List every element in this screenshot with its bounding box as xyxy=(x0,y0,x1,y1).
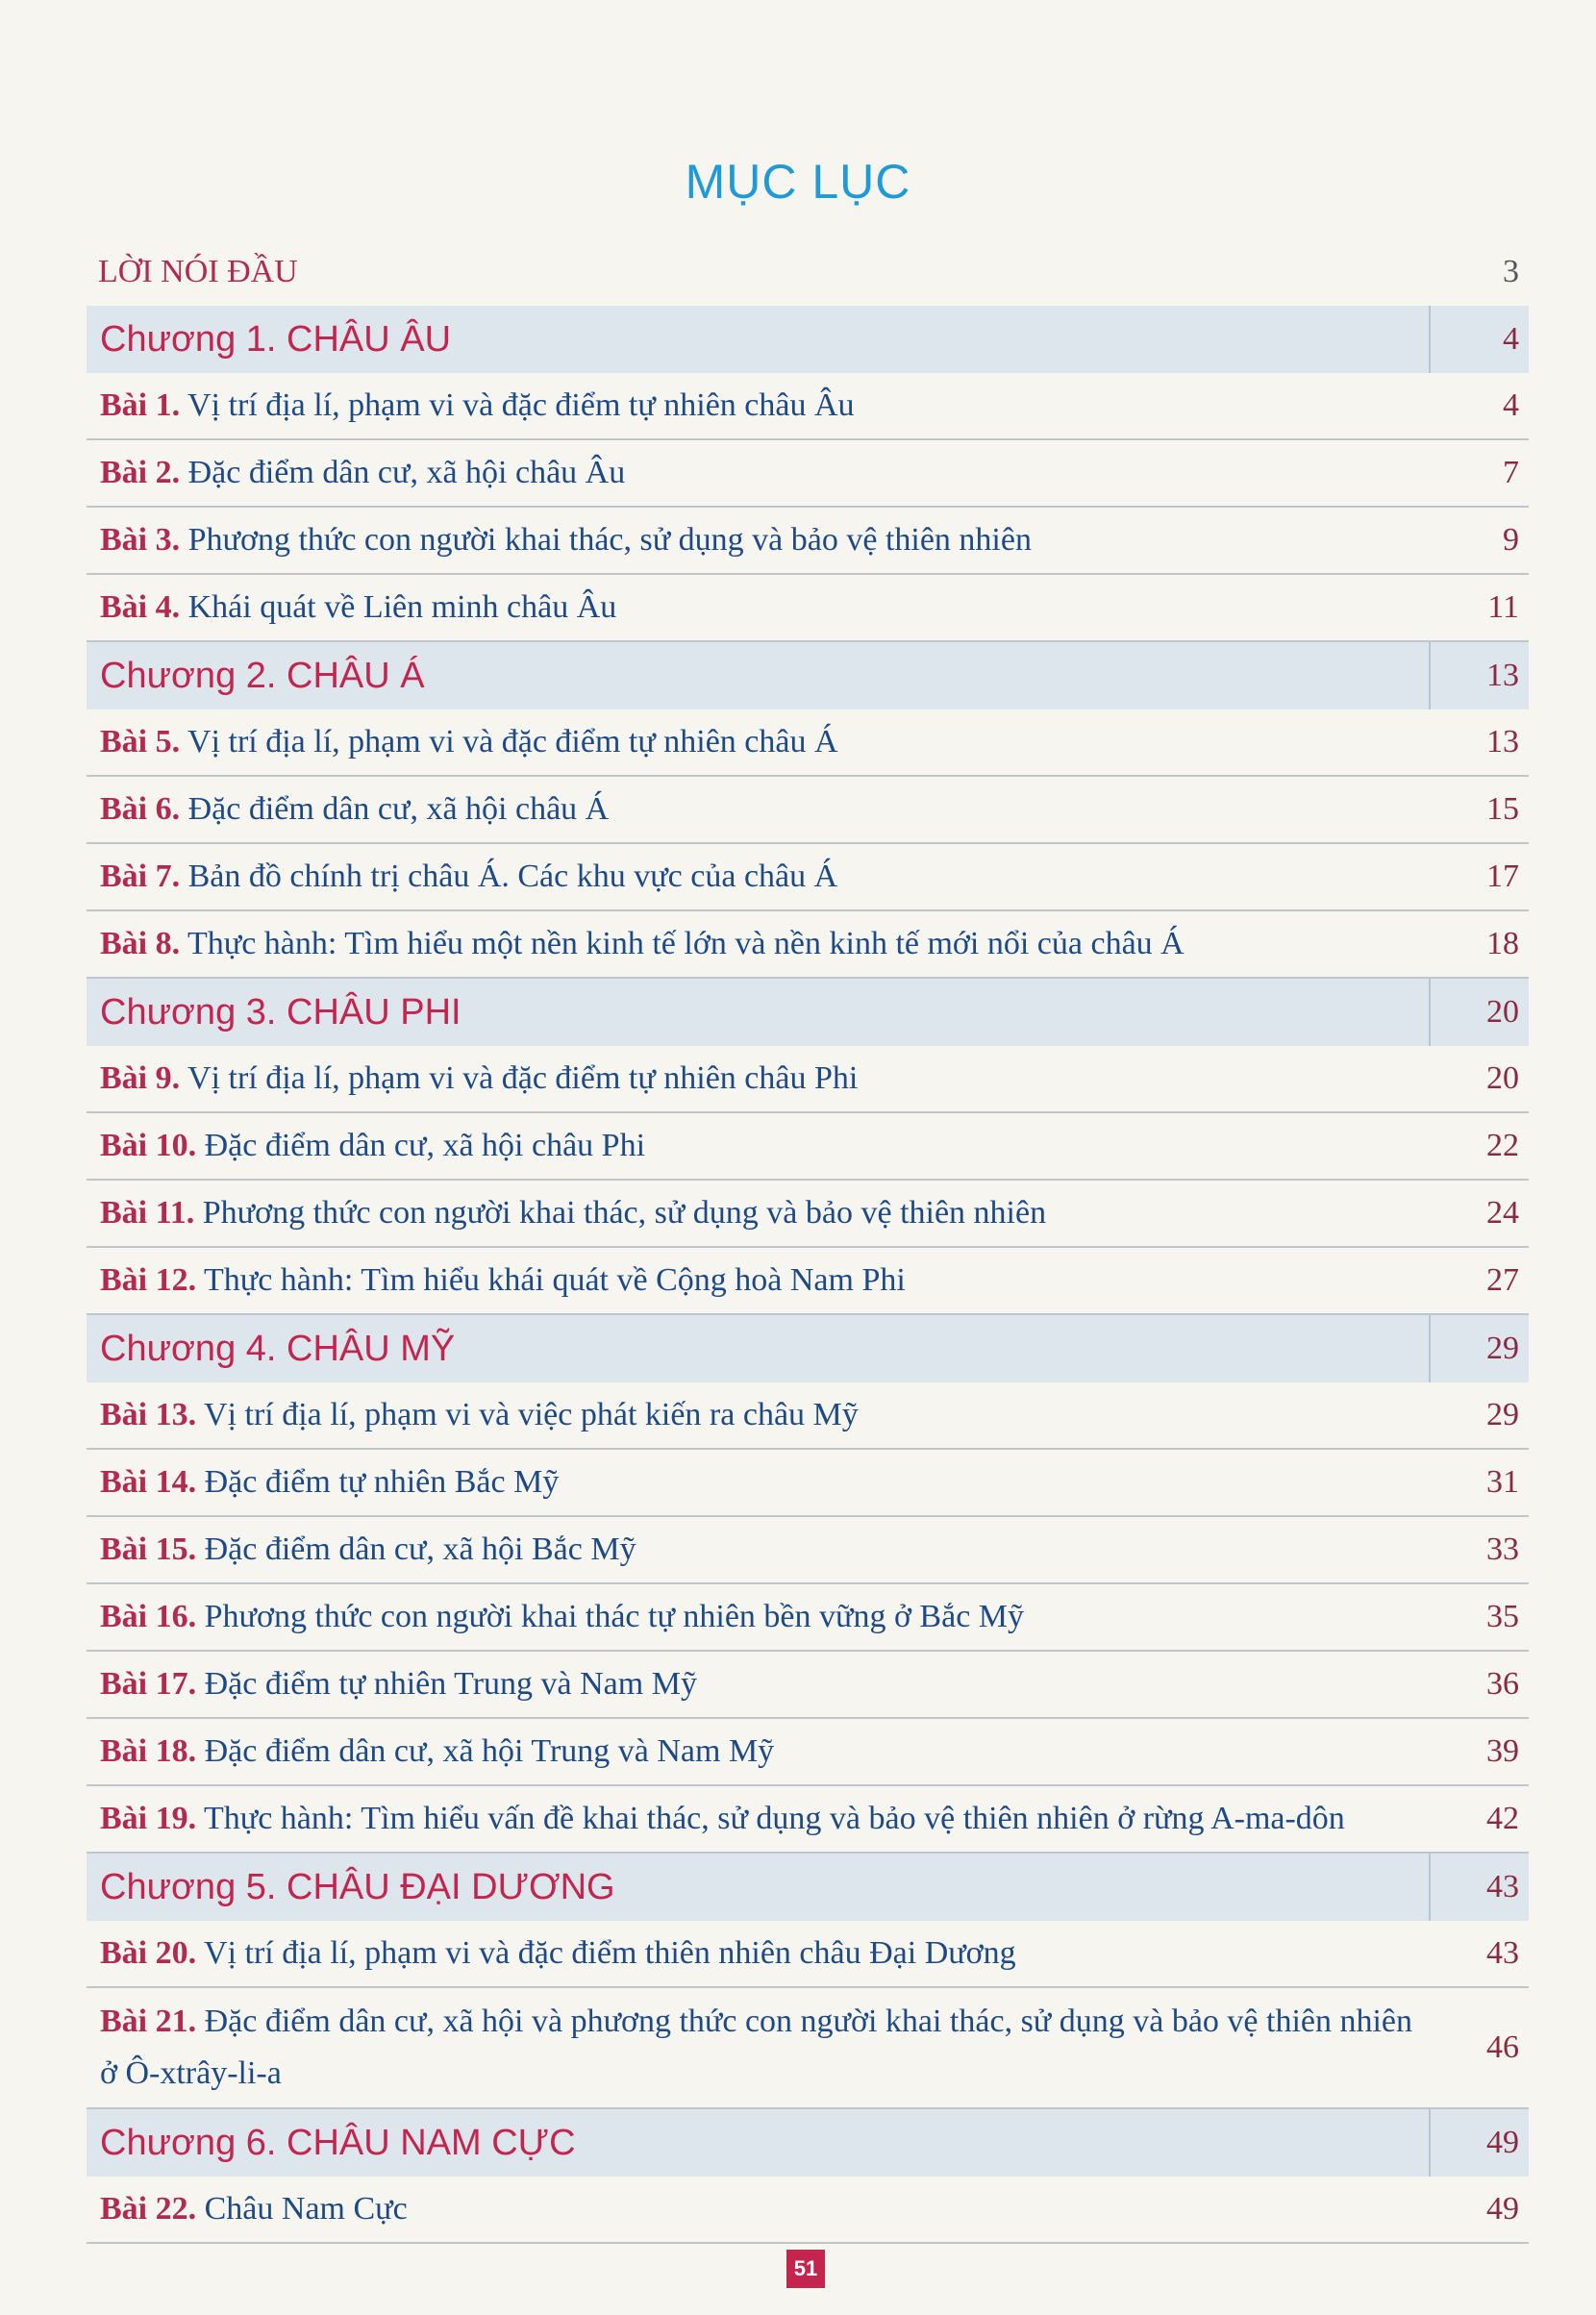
lesson-entry xyxy=(87,1053,1431,1105)
lesson-page-number: 24 xyxy=(1486,1195,1519,1231)
chapter-title: Chương 6. CHÂU NAM CỰC xyxy=(100,2122,576,2163)
lesson-entry xyxy=(87,1928,1431,1979)
lesson-number: Bài 13. xyxy=(100,1396,197,1432)
intro-label: LỜI NÓI ĐẦU xyxy=(98,254,298,289)
lesson-title: Đặc điểm dân cư, xã hội Trung và Nam Mỹ xyxy=(204,1732,775,1769)
lesson-number: Bài 10. xyxy=(100,1127,197,1163)
lesson-entry xyxy=(87,1389,1431,1441)
lesson-page-number: 33 xyxy=(1486,1531,1519,1567)
lesson-page-number: 20 xyxy=(1486,1060,1519,1096)
lesson-row[interactable] xyxy=(87,373,1529,440)
page-title: MỤC LỤC xyxy=(685,155,911,209)
lesson-row[interactable] xyxy=(87,1652,1529,1719)
lesson-row[interactable] xyxy=(87,709,1529,777)
toc-intro-row[interactable] xyxy=(87,238,1529,306)
lesson-row[interactable] xyxy=(87,1113,1529,1181)
lesson-row[interactable] xyxy=(87,1046,1529,1113)
lesson-number: Bài 5. xyxy=(100,723,181,759)
lesson-title: Đặc điểm tự nhiên Bắc Mỹ xyxy=(204,1463,560,1500)
lesson-title: Thực hành: Tìm hiểu vấn đề khai thác, sử dụng và bảo vệ thiên nhiên ở rừng A-ma-dôn xyxy=(204,1800,1345,1836)
lesson-page-number: 18 xyxy=(1486,926,1519,961)
lesson-page-number: 27 xyxy=(1486,1262,1519,1298)
lesson-row[interactable] xyxy=(87,1719,1529,1786)
lesson-page-number: 35 xyxy=(1486,1599,1519,1634)
lesson-title: Phương thức con người khai thác, sử dụng và bảo vệ thiên nhiên xyxy=(202,1194,1047,1231)
lesson-title: Châu Nam Cực xyxy=(204,2190,408,2227)
lesson-page-number: 13 xyxy=(1486,724,1519,759)
lesson-title: Phương thức con người khai thác, sử dụng và bảo vệ thiên nhiên xyxy=(187,521,1032,558)
lesson-number: Bài 15. xyxy=(100,1531,197,1567)
lesson-row[interactable] xyxy=(87,1382,1529,1450)
lesson-row[interactable] xyxy=(87,911,1529,979)
lesson-title: Đặc điểm dân cư, xã hội và phương thức con người khai thác, sử dụng và bảo vệ thiên nhiên ở Ô-xtrây-li-a xyxy=(100,2003,1413,2091)
lesson-row[interactable] xyxy=(87,440,1529,508)
lesson-entry xyxy=(87,380,1431,432)
lesson-entry xyxy=(87,447,1431,499)
lesson-number: Bài 21. xyxy=(100,2003,197,2039)
lesson-page-number: 31 xyxy=(1486,1464,1519,1500)
intro-page-number: 3 xyxy=(1503,254,1519,289)
chapter-row[interactable] xyxy=(87,642,1529,709)
lesson-number: Bài 22. xyxy=(100,2190,197,2227)
lesson-number: Bài 17. xyxy=(100,1665,197,1702)
lesson-title: Bản đồ chính trị châu Á. Các khu vực của châu Á xyxy=(187,858,838,894)
lesson-row[interactable] xyxy=(87,1988,1529,2109)
footer-page-number: 51 xyxy=(786,2250,825,2288)
lesson-page-number: 36 xyxy=(1486,1666,1519,1702)
chapter-page-number: 4 xyxy=(1503,321,1519,357)
lesson-entry xyxy=(87,1658,1431,1710)
chapter-title: Chương 2. CHÂU Á xyxy=(100,655,425,696)
lesson-entry xyxy=(87,1456,1431,1508)
chapter-page-number: 13 xyxy=(1486,658,1519,693)
lesson-page-number: 11 xyxy=(1487,589,1519,625)
lesson-number: Bài 20. xyxy=(100,1934,197,1971)
lesson-entry xyxy=(87,1187,1431,1239)
lesson-page-number: 46 xyxy=(1486,2029,1519,2065)
lesson-row[interactable] xyxy=(87,1450,1529,1517)
lesson-number: Bài 14. xyxy=(100,1463,197,1500)
table-of-contents xyxy=(87,238,1529,2244)
chapter-title: Chương 3. CHÂU PHI xyxy=(100,991,461,1033)
lesson-title: Đặc điểm dân cư, xã hội châu Âu xyxy=(187,454,626,490)
lesson-number: Bài 4. xyxy=(100,588,181,625)
lesson-entry xyxy=(87,1120,1431,1172)
lesson-title: Thực hành: Tìm hiểu một nền kinh tế lớn và nền kinh tế mới nổi của châu Á xyxy=(187,925,1185,961)
lesson-entry xyxy=(87,784,1431,835)
lesson-entry xyxy=(87,1591,1431,1643)
lesson-entry xyxy=(87,1255,1431,1307)
lesson-row[interactable] xyxy=(87,777,1529,844)
lesson-page-number: 39 xyxy=(1486,1733,1519,1769)
lesson-page-number: 15 xyxy=(1486,791,1519,827)
chapter-list xyxy=(87,306,1529,2244)
chapter-page-number: 49 xyxy=(1486,2125,1519,2160)
lesson-row[interactable] xyxy=(87,1584,1529,1652)
lesson-title: Vị trí địa lí, phạm vi và việc phát kiến ra châu Mỹ xyxy=(204,1396,859,1432)
lesson-entry xyxy=(87,1996,1431,2101)
chapter-title: Chương 4. CHÂU MỸ xyxy=(100,1328,456,1369)
lesson-row[interactable] xyxy=(87,575,1529,642)
lesson-page-number: 42 xyxy=(1486,1801,1519,1836)
lesson-row[interactable] xyxy=(87,1517,1529,1584)
lesson-number: Bài 9. xyxy=(100,1059,181,1096)
lesson-title: Thực hành: Tìm hiểu khái quát về Cộng hoà Nam Phi xyxy=(204,1261,906,1298)
lesson-entry xyxy=(87,1726,1431,1778)
lesson-title: Khái quát về Liên minh châu Âu xyxy=(187,588,617,625)
chapter-page-number: 43 xyxy=(1486,1869,1519,1904)
lesson-page-number: 22 xyxy=(1486,1128,1519,1163)
lesson-row[interactable] xyxy=(87,1181,1529,1248)
lesson-entry xyxy=(87,1524,1431,1576)
lesson-page-number: 43 xyxy=(1486,1935,1519,1971)
lesson-title: Vị trí địa lí, phạm vi và đặc điểm tự nhiên châu Âu xyxy=(187,386,855,423)
lesson-title: Đặc điểm dân cư, xã hội châu Á xyxy=(187,790,610,827)
lesson-number: Bài 1. xyxy=(100,386,181,423)
chapter-page-number: 29 xyxy=(1486,1331,1519,1366)
lesson-row[interactable] xyxy=(87,1921,1529,1988)
lesson-page-number: 17 xyxy=(1486,859,1519,894)
lesson-entry xyxy=(87,1793,1431,1845)
lesson-number: Bài 12. xyxy=(100,1261,197,1298)
lesson-page-number: 7 xyxy=(1503,455,1519,490)
lesson-row[interactable] xyxy=(87,508,1529,575)
lesson-entry xyxy=(87,582,1431,634)
lesson-number: Bài 19. xyxy=(100,1800,197,1836)
lesson-row[interactable] xyxy=(87,2177,1529,2244)
lesson-row[interactable] xyxy=(87,1248,1529,1315)
lesson-title: Vị trí địa lí, phạm vi và đặc điểm thiên nhiên châu Đại Dương xyxy=(204,1934,1016,1971)
chapter-row[interactable] xyxy=(87,2109,1529,2177)
lesson-title: Đặc điểm dân cư, xã hội châu Phi xyxy=(204,1127,646,1163)
chapter-title: Chương 1. CHÂU ÂU xyxy=(100,318,452,360)
lesson-number: Bài 7. xyxy=(100,858,181,894)
lesson-page-number: 9 xyxy=(1503,522,1519,558)
lesson-number: Bài 18. xyxy=(100,1732,197,1769)
chapter-title: Chương 5. CHÂU ĐẠI DƯƠNG xyxy=(100,1866,615,1907)
lesson-page-number: 49 xyxy=(1486,2191,1519,2227)
lesson-page-number: 4 xyxy=(1503,387,1519,423)
lesson-row[interactable] xyxy=(87,844,1529,911)
lesson-entry xyxy=(87,2183,1431,2235)
lesson-number: Bài 8. xyxy=(100,925,181,961)
lesson-row[interactable] xyxy=(87,1786,1529,1854)
lesson-number: Bài 11. xyxy=(100,1194,195,1231)
lesson-number: Bài 6. xyxy=(100,790,181,827)
lesson-number: Bài 16. xyxy=(100,1598,197,1634)
lesson-entry xyxy=(87,716,1431,768)
lesson-number: Bài 2. xyxy=(100,454,181,490)
chapter-row[interactable] xyxy=(87,1854,1529,1921)
chapter-page-number: 20 xyxy=(1486,994,1519,1030)
lesson-page-number: 29 xyxy=(1486,1397,1519,1432)
lesson-number: Bài 3. xyxy=(100,521,181,558)
lesson-title: Vị trí địa lí, phạm vi và đặc điểm tự nhiên châu Phi xyxy=(187,1059,859,1096)
lesson-entry xyxy=(87,851,1431,903)
chapter-row[interactable] xyxy=(87,979,1529,1046)
lesson-title: Đặc điểm dân cư, xã hội Bắc Mỹ xyxy=(204,1531,636,1567)
lesson-title: Vị trí địa lí, phạm vi và đặc điểm tự nhiên châu Á xyxy=(187,723,838,759)
lesson-title: Đặc điểm tự nhiên Trung và Nam Mỹ xyxy=(204,1665,697,1702)
chapter-row[interactable] xyxy=(87,1315,1529,1382)
lesson-entry xyxy=(87,918,1431,970)
lesson-entry xyxy=(87,514,1431,566)
chapter-row[interactable] xyxy=(87,306,1529,373)
lesson-title: Phương thức con người khai thác tự nhiên bền vững ở Bắc Mỹ xyxy=(204,1598,1025,1634)
